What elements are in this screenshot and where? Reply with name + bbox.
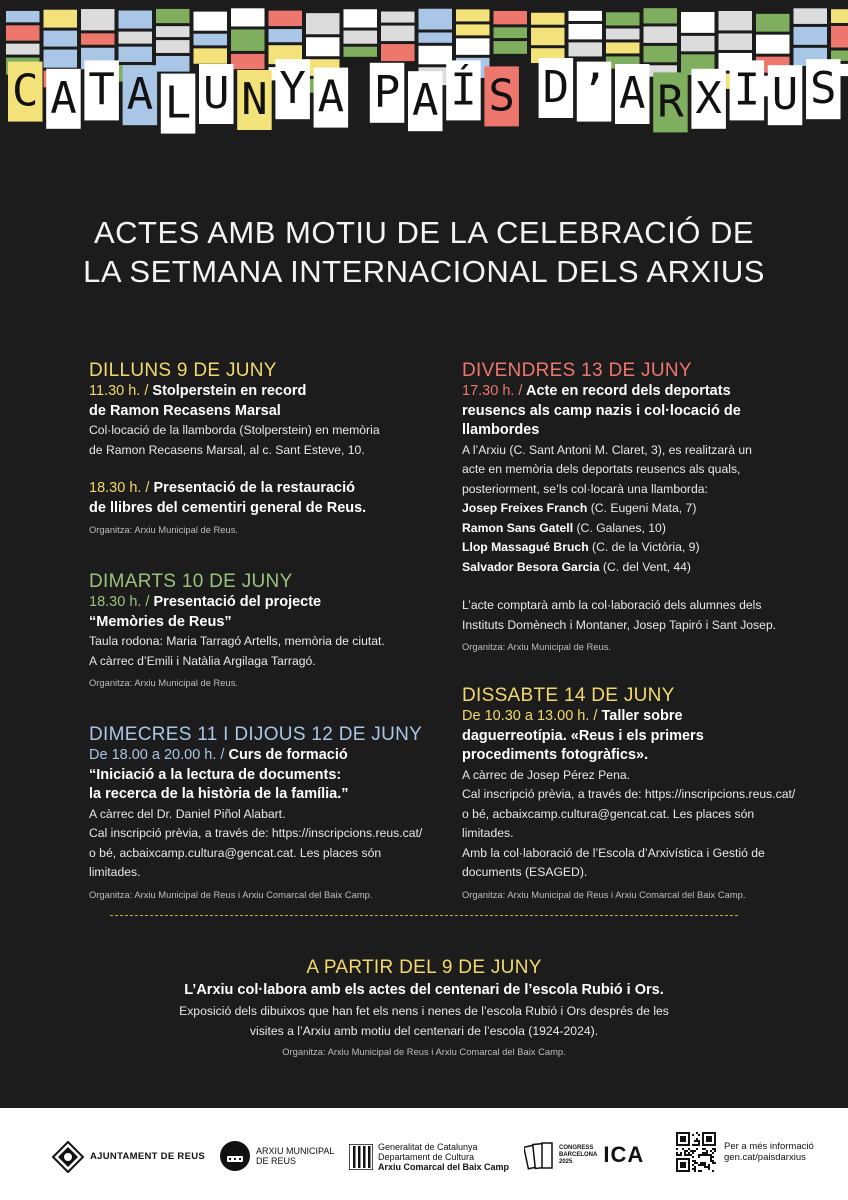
day-heading: DILLUNS 9 DE JUNY: [89, 360, 277, 381]
qr-module: [708, 1164, 710, 1166]
qr-module: [680, 1154, 682, 1156]
gen-line2: Departament de Cultura: [378, 1152, 475, 1162]
letter-glyph: P: [373, 66, 401, 118]
letter-glyph: Í: [450, 64, 477, 116]
event-time: De 10.30 a 13.00 h. /: [462, 708, 598, 724]
congress-text: [559, 1145, 597, 1166]
event-desc: Cal inscripció prèvia, a través de: https://inscripcions.reus.cat/: [89, 826, 423, 840]
qr-module: [710, 1150, 712, 1152]
letter-glyph: L: [164, 77, 192, 129]
event-heading: [89, 746, 429, 766]
qr-module: [708, 1154, 710, 1156]
qr-module: [698, 1156, 700, 1158]
event-tuesday: [89, 571, 429, 690]
qr-module: [692, 1134, 694, 1136]
deportee-name: Llop Massagué Bruch: [462, 540, 589, 554]
banner-tile: [306, 13, 340, 34]
event-ongoing: [0, 957, 848, 1059]
banner-tile: [794, 27, 828, 45]
qr-module: [710, 1156, 712, 1158]
banner-tile: [419, 9, 453, 30]
deportee-item: [462, 499, 807, 519]
qr-module: [692, 1152, 694, 1154]
banner-tile: [231, 29, 265, 50]
qr-module: [680, 1152, 682, 1154]
qr-module: [696, 1138, 698, 1140]
qr-module: [706, 1154, 708, 1156]
banner-tile: [231, 8, 265, 26]
qr-module: [698, 1142, 700, 1144]
banner-tile: [306, 37, 340, 56]
banner-tile: [456, 24, 490, 35]
qr-module: [686, 1154, 688, 1156]
letter-glyph: I: [733, 64, 761, 116]
more-info-line1: Per a més informació: [724, 1141, 814, 1152]
event-monday: [89, 360, 429, 537]
qr-module: [712, 1162, 714, 1164]
letter-glyph: C: [12, 65, 39, 117]
event-desc: Cal inscripció prèvia, a través de: https://inscripcions.reus.cat/: [462, 787, 796, 801]
event-friday: [462, 360, 807, 654]
qr-module: [702, 1148, 704, 1150]
qr-code-icon[interactable]: [676, 1132, 716, 1172]
letter-glyph: N: [241, 74, 268, 125]
qr-module: [694, 1166, 696, 1168]
letter-glyph: ’: [580, 65, 608, 117]
deportee-item: [462, 538, 807, 558]
qr-module: [704, 1166, 706, 1168]
deportee-address: (C. Galanes, 10): [573, 520, 666, 535]
banner-tile: [419, 33, 453, 43]
letter-glyph: A: [619, 68, 646, 119]
qr-module: [706, 1150, 708, 1152]
qr-module: [708, 1166, 710, 1168]
event-title-cont: llambordes: [462, 422, 540, 438]
logo-ica: [524, 1138, 644, 1172]
qr-module: [712, 1160, 714, 1162]
qr-module: [704, 1162, 706, 1164]
banner-tile: [681, 36, 715, 52]
banner-tile: [569, 24, 603, 39]
qr-module: [690, 1150, 692, 1152]
qr-module: [698, 1144, 700, 1146]
qr-module: [712, 1156, 714, 1158]
letter-glyph: T: [88, 64, 115, 116]
sponsor-footer: [0, 1108, 848, 1200]
event-desc: o bé, acbaixcamp.cultura@gencat.cat. Les places són limitades.: [89, 845, 382, 879]
event-desc: A l’Arxiu (C. Sant Antoni M. Claret, 3), es realitzarà un: [462, 442, 752, 457]
qr-module: [692, 1164, 694, 1166]
gen-line1: Generalitat de Catalunya: [378, 1142, 478, 1152]
banner-tile: [44, 50, 78, 68]
banner-tile: [381, 44, 415, 61]
banner-tile: [606, 42, 640, 53]
letter-glyph: U: [203, 68, 230, 119]
event-desc: Instituts Domènech i Montaner, Josep Tapiró i Sant Josep.: [462, 617, 777, 632]
event-title-cont: daguerreotípia. «Reus i els primers: [462, 727, 704, 744]
letter-glyph: X: [695, 72, 722, 124]
event-time: 11.30 h. /: [89, 383, 149, 399]
qr-module: [696, 1148, 698, 1150]
banner-tile: [569, 42, 603, 56]
banner-tile: [381, 12, 415, 23]
qr-module: [704, 1164, 706, 1166]
deportee-item: [462, 558, 807, 578]
qr-module: [694, 1168, 696, 1170]
event-heading: [89, 382, 429, 402]
event-desc: L’acte comptarà amb la col·laboració dels alumnes dels: [462, 598, 762, 612]
logo-generalitat: [349, 1142, 509, 1172]
letter-glyph: Y: [279, 63, 306, 115]
qr-module: [696, 1140, 698, 1142]
qr-module: [708, 1168, 710, 1170]
more-info-link[interactable]: gen.cat/paisdarxius: [724, 1152, 806, 1163]
qr-module: [710, 1154, 712, 1156]
banner-tile: [719, 33, 753, 50]
qr-module: [686, 1150, 688, 1152]
qr-module: [710, 1158, 712, 1160]
banner-tile: [269, 29, 303, 42]
event-title-cont: “Memòries de Reus”: [89, 613, 232, 630]
banner-tile: [156, 9, 190, 23]
headline-line-2: LA SETMANA INTERNACIONAL DELS ARXIUS: [83, 254, 765, 289]
qr-module: [696, 1162, 698, 1164]
headline: [0, 213, 848, 291]
congress-books-icon: [524, 1138, 556, 1172]
banner-tile: [569, 11, 603, 21]
banner-tile: [456, 38, 490, 54]
organizer: Organitza: Arxiu Municipal de Reus.: [462, 641, 612, 652]
banner-tile: [119, 47, 153, 62]
event-desc: A càrrec d’Emili i Natàlia Argilaga Tarragó.: [89, 653, 316, 668]
letter-glyph: D: [542, 62, 570, 113]
event-title: Acte en record dels deportats: [525, 383, 731, 399]
banner-tile: [644, 46, 678, 62]
qr-module: [692, 1144, 694, 1146]
day-heading: DIVENDRES 13 DE JUNY: [462, 360, 692, 381]
banner-tile: [494, 27, 528, 38]
qr-module: [690, 1154, 692, 1156]
banner-tile: [6, 25, 40, 40]
qr-module: [694, 1144, 696, 1146]
logo-arxiu-municipal: [220, 1141, 334, 1171]
banner-tile: [681, 12, 715, 33]
congress-line2: BARCELONA: [559, 1151, 598, 1158]
qr-module: [714, 1162, 716, 1164]
event-title: Presentació de la restauració: [153, 480, 355, 496]
event-title: Taller sobre: [601, 708, 683, 724]
qr-module: [700, 1162, 702, 1164]
qr-module: [676, 1154, 678, 1156]
deportee-address: (C. de la Victòria, 9): [588, 540, 700, 554]
banner-tile: [606, 12, 640, 25]
letter-glyph: S: [810, 63, 837, 115]
logo-ajuntament: [52, 1141, 205, 1173]
qr-module: [714, 1150, 716, 1152]
gen-line3: Arxiu Comarcal del Baix Camp: [378, 1162, 510, 1172]
event-time: 18.30 h. /: [89, 594, 150, 610]
event-desc: Exposició dels dibuixos que han fet els nens i nenes de l’escola Rubió i Ors després de les: [179, 1003, 669, 1018]
event-wednesday: [89, 724, 429, 902]
event-time: 18.30 h. /: [89, 480, 150, 496]
qr-module: [684, 1150, 686, 1152]
logo-arxiu-line2: DE REUS: [256, 1156, 297, 1166]
day-heading: DISSABTE 14 DE JUNY: [462, 685, 675, 706]
banner-tiles: [0, 0, 848, 145]
dashed-divider: [110, 915, 738, 916]
event-title-cont: de llibres del cementiri general de Reus.: [89, 499, 367, 516]
qr-module: [694, 1170, 696, 1172]
banner-tile: [6, 11, 40, 22]
organizer: Organitza: Arxiu Municipal de Reus i Arxiu Comarcal del Baix Camp.: [282, 1045, 566, 1057]
banner-tile: [831, 26, 848, 48]
banner-tile: [44, 31, 78, 47]
event-heading: [462, 382, 807, 402]
event-saturday: [462, 685, 807, 902]
congress-line1: CONGRESS: [559, 1144, 594, 1151]
qr-module: [688, 1148, 690, 1150]
event-title: Stolperstein en record: [152, 383, 307, 399]
qr-module: [702, 1162, 704, 1164]
organizer: Organitza: Arxiu Municipal de Reus i Arxiu Comarcal del Baix Camp.: [89, 888, 373, 900]
congress-line3: 2025: [559, 1158, 573, 1165]
banner-tile: [756, 14, 790, 32]
banner-tile: [119, 11, 153, 29]
qr-finder: [680, 1162, 686, 1168]
qr-module: [712, 1148, 714, 1150]
qr-module: [696, 1144, 698, 1146]
event-title-cont: reusencs als camp nazis i col·locació de: [462, 402, 741, 419]
banner-tile: [794, 8, 828, 24]
qr-module: [704, 1154, 706, 1156]
event-time: 17.30 h. /: [462, 383, 523, 399]
qr-module: [698, 1164, 700, 1166]
banner-tile: [156, 40, 190, 53]
event-desc: A càrrec del Dr. Daniel Piñol Alabart.: [89, 806, 286, 821]
banner-tile: [644, 26, 678, 42]
qr-module: [698, 1154, 700, 1156]
qr-module: [698, 1134, 700, 1136]
event-title-cont: “Iniciació a la lectura de documents:: [89, 766, 342, 783]
banner-tile: [381, 26, 415, 41]
event-desc: posteriorment, se’ls col·locarà una llamborda:: [462, 481, 708, 496]
deportee-address: (C. del Vent, 44): [599, 559, 691, 574]
qr-module: [700, 1154, 702, 1156]
organizer: Organitza: Arxiu Municipal de Reus.: [89, 677, 239, 688]
logo-arxiu-text: [256, 1146, 334, 1166]
letter-glyph: A: [50, 72, 77, 124]
banner-tile: [194, 48, 228, 63]
qr-module: [676, 1148, 678, 1150]
banner-tile: [606, 29, 640, 40]
qr-module: [710, 1160, 712, 1162]
banner-tile: [494, 41, 528, 54]
qr-module: [698, 1170, 700, 1172]
qr-module: [692, 1156, 694, 1158]
qr-module: [682, 1148, 684, 1150]
qr-module: [684, 1152, 686, 1154]
event-desc: de Ramon Recasens Marsal, al c. Sant Esteve, 10.: [89, 442, 365, 457]
ica-text: ICA: [603, 1142, 645, 1167]
qr-module: [678, 1154, 680, 1156]
qr-module: [700, 1164, 702, 1166]
event-title: L’Arxiu col·labora amb els actes del centenari de l’escola Rubió i Ors.: [184, 982, 664, 998]
event-title: Presentació del projecte: [153, 594, 322, 610]
banner-tile: [531, 13, 565, 25]
banner-tile: [344, 9, 378, 27]
deportee-name: Salvador Besora Garcia: [462, 559, 600, 574]
event-desc: acte en memòria dels deportats reusencs als quals,: [462, 462, 741, 476]
day-heading: DIMARTS 10 DE JUNY: [89, 571, 293, 592]
event-desc: Amb la col·laboració de l’Escola d’Arxivística i Gestió de: [462, 845, 765, 860]
event-title-cont: procediments fotogràfics».: [462, 747, 649, 763]
banner-tile: [756, 35, 790, 54]
banner-tile: [494, 11, 528, 24]
banner-tile: [156, 26, 190, 37]
qr-module: [712, 1170, 714, 1172]
event-desc: visites a l’Arxiu amb motiu del centenari de l’escola (1924-2024).: [249, 1023, 599, 1038]
event-desc: documents (ESAGED).: [462, 865, 588, 879]
banner-tile: [6, 44, 40, 55]
banner-tile: [344, 31, 378, 44]
banner-tile: [531, 28, 565, 45]
qr-finder: [706, 1136, 712, 1142]
banner-tile: [269, 11, 303, 26]
qr-module: [712, 1152, 714, 1154]
event-desc: o bé, acbaixcamp.cultura@gencat.cat. Les places són limitades.: [462, 806, 755, 840]
banner-tile: [456, 9, 490, 21]
qr-module: [706, 1166, 708, 1168]
more-info: [676, 1132, 814, 1172]
event-title-cont: la recerca de la història de la família.”: [89, 786, 349, 802]
qr-module: [694, 1162, 696, 1164]
qr-module: [700, 1170, 702, 1172]
logo-ajuntament-text: AJUNTAMENT DE REUS: [90, 1151, 206, 1162]
deportee-item: [462, 519, 807, 539]
deportee-address: (C. Eugeni Mata, 7): [587, 501, 697, 515]
headline-line-1: ACTES AMB MOTIU DE LA CELEBRACIÓ DE: [93, 215, 755, 250]
banner-tile: [344, 47, 378, 57]
qr-module: [704, 1148, 706, 1150]
qr-module: [692, 1160, 694, 1162]
letter-glyph: S: [488, 70, 515, 122]
organizer: Organitza: Arxiu Municipal de Reus i Arxiu Comarcal del Baix Camp.: [462, 888, 746, 900]
day-heading: A PARTIR DEL 9 DE JUNY: [306, 957, 542, 978]
event-desc: Taula rodona: Maria Tarragó Artells, memòria de ciutat.: [89, 634, 385, 648]
qr-finder: [680, 1136, 686, 1142]
banner-tile: [44, 10, 78, 28]
event-heading: [89, 479, 429, 499]
qr-module: [702, 1154, 704, 1156]
banner-tile: [81, 9, 115, 30]
deportee-name: Josep Freixes Franch: [462, 501, 588, 515]
title-banner: [0, 0, 848, 145]
organizer: Organitza: Arxiu Municipal de Reus.: [89, 524, 239, 535]
event-heading: [462, 707, 807, 727]
more-info-text: [724, 1141, 814, 1163]
banner-tile: [119, 32, 153, 44]
banner-tile: [194, 34, 228, 46]
crest-icon: [52, 1141, 84, 1173]
qr-module: [694, 1140, 696, 1142]
qr-module: [702, 1152, 704, 1154]
logo-generalitat-text: [378, 1142, 509, 1172]
qr-module: [706, 1152, 708, 1154]
qr-module: [684, 1154, 686, 1156]
letter-glyph: A: [412, 75, 439, 127]
qr-module: [692, 1168, 694, 1170]
qr-module: [676, 1152, 678, 1154]
event-desc: Col·locació de la llamborda (Stolperstein) en memòria: [89, 423, 380, 437]
event-heading: [89, 593, 429, 613]
qr-module: [698, 1140, 700, 1142]
event-title: Curs de formació: [228, 747, 348, 763]
banner-tile: [719, 11, 753, 30]
banner-tile: [231, 54, 265, 69]
arxiu-icon: [220, 1141, 250, 1171]
letter-glyph: U: [771, 69, 799, 121]
logo-arxiu-line1: ARXIU MUNICIPAL: [256, 1146, 335, 1156]
qr-module: [696, 1132, 698, 1134]
qr-module: [688, 1154, 690, 1156]
day-heading: DIMECRES 11 I DIJOUS 12 DE JUNY: [89, 724, 423, 745]
qr-module: [688, 1152, 690, 1154]
letter-glyph: A: [126, 69, 154, 121]
letter-glyph: R: [657, 76, 684, 128]
qr-module: [692, 1150, 694, 1152]
qr-module: [702, 1164, 704, 1166]
event-desc: A càrrec de Josep Pérez Pena.: [462, 767, 631, 782]
event-time: De 18.00 a 20.00 h. /: [89, 747, 225, 763]
qr-module: [694, 1150, 696, 1152]
banner-tile: [156, 56, 190, 72]
generalitat-stripes-icon: [349, 1144, 373, 1170]
qr-module: [694, 1160, 696, 1162]
banner-tile: [644, 8, 678, 23]
banner-tile: [81, 33, 115, 44]
letter-glyph: A: [317, 71, 345, 123]
banner-tile: [194, 12, 228, 31]
qr-module: [704, 1152, 706, 1154]
event-title-cont: de Ramon Recasens Marsal: [89, 402, 281, 419]
deportee-name: Ramon Sans Gatell: [462, 520, 574, 535]
qr-module: [714, 1148, 716, 1150]
banner-tile: [831, 9, 848, 23]
